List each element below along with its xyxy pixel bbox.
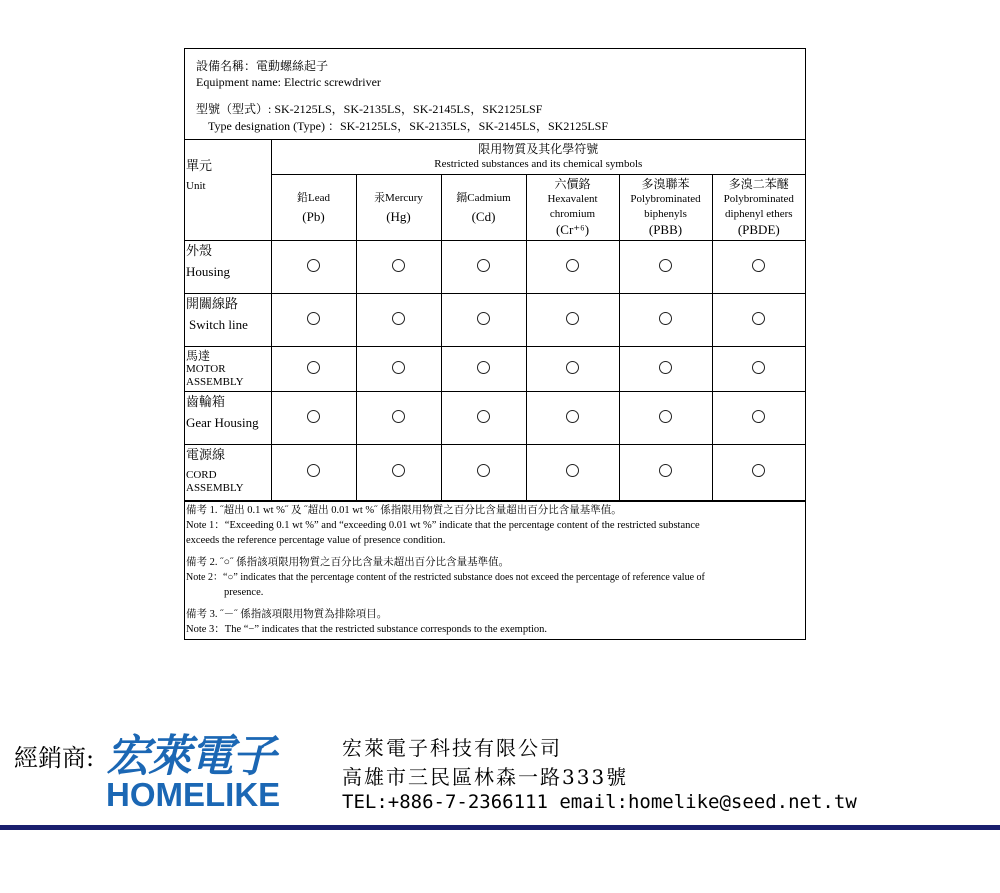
status-cell bbox=[619, 346, 712, 391]
status-cell bbox=[441, 240, 526, 293]
status-cell bbox=[271, 240, 356, 293]
status-cell bbox=[356, 391, 441, 444]
restricted-header-zh: 限用物質及其化學符號 bbox=[478, 141, 599, 156]
table-row bbox=[185, 444, 805, 500]
substance-hexavalent-chromium: 六價鉻 Hexavalent chromium (Cr⁺⁶) bbox=[526, 174, 619, 240]
substance-pbb: 多溴聯苯 Polybrominated biphenyls (PBB) bbox=[619, 174, 712, 240]
restricted-header-en: Restricted substances and its chemical symbols bbox=[434, 157, 643, 170]
status-cell bbox=[526, 240, 619, 293]
equipment-header bbox=[185, 49, 805, 140]
row-label-gear-housing: 齒輪箱 Gear Housing bbox=[185, 391, 271, 444]
unit-header-zh: 單元 bbox=[186, 157, 213, 173]
status-cell bbox=[712, 240, 805, 293]
unit-header bbox=[185, 140, 271, 240]
status-cell bbox=[619, 293, 712, 346]
status-cell bbox=[526, 444, 619, 500]
status-cell bbox=[356, 444, 441, 500]
status-cell bbox=[271, 293, 356, 346]
note-2-zh: 備考 2. ˝○˝ 係指該項限用物質之百分比含量未超出百分比含量基準值。 bbox=[186, 556, 510, 568]
restricted-substances-table bbox=[185, 140, 805, 501]
type-designation-en: Type designation (Type) ：SK-2125LS，SK-2135LS，SK-2145LS，SK2125LSF bbox=[208, 119, 608, 133]
rohs-declaration bbox=[184, 48, 806, 640]
status-cell bbox=[712, 346, 805, 391]
status-cell bbox=[441, 346, 526, 391]
status-cell bbox=[356, 346, 441, 391]
equipment-name-zh: 設備名稱：電動螺絲起子 bbox=[196, 59, 329, 73]
row-label-cord-assembly: 電源線 CORD ASSEMBLY bbox=[185, 444, 271, 500]
status-cell bbox=[356, 293, 441, 346]
status-cell bbox=[712, 391, 805, 444]
distributor-footer bbox=[0, 722, 1000, 832]
equipment-name-en: Equipment name: Electric screwdriver bbox=[196, 75, 381, 89]
substance-lead: 鉛Lead (Pb) bbox=[271, 174, 356, 240]
restricted-substances-header bbox=[271, 140, 805, 174]
company-name: 宏萊電子科技有限公司 bbox=[342, 736, 562, 760]
note-3-en: Note 3：The “−” indicates that the restricted substance corresponds to the exemption. bbox=[186, 623, 548, 635]
note-1-en-cont: exceeds the reference percentage value of presence condition. bbox=[186, 534, 446, 546]
row-label-motor-assembly: 馬達 MOTOR ASSEMBLY bbox=[185, 346, 271, 391]
status-cell bbox=[271, 444, 356, 500]
note-1-en: Note 1：“Exceeding 0.1 wt %” and “exceeding 0.01 wt %” indicate that the percentage content of the restricted substance bbox=[186, 519, 700, 531]
status-cell bbox=[526, 391, 619, 444]
company-contact: TEL:+886-7-2366111 email:homelike@seed.net.tw bbox=[342, 791, 857, 813]
row-label-switch-line: 開關線路 Switch line bbox=[185, 293, 271, 346]
table-row bbox=[185, 346, 805, 391]
status-cell bbox=[271, 346, 356, 391]
row-label-housing: 外殼 Housing bbox=[185, 240, 271, 293]
table-row bbox=[185, 240, 805, 293]
status-cell bbox=[526, 346, 619, 391]
status-cell bbox=[271, 391, 356, 444]
notes-section bbox=[185, 501, 805, 639]
substance-cadmium: 鎘Cadmium (Cd) bbox=[441, 174, 526, 240]
substance-header-row bbox=[185, 174, 805, 240]
status-cell bbox=[619, 240, 712, 293]
table-row bbox=[185, 391, 805, 444]
status-cell bbox=[712, 293, 805, 346]
company-logo-chinese: 宏萊電子 bbox=[106, 731, 274, 782]
status-cell bbox=[441, 391, 526, 444]
status-cell bbox=[619, 444, 712, 500]
note-1-zh: 備考 1. ˝超出 0.1 wt %˝ 及 ˝超出 0.01 wt %˝ 係指限用物質之百分比含量超出百分比含量基準值。 bbox=[186, 504, 622, 516]
note-3-zh: 備考 3. ˝－˝ 係指該項限用物質為排除項目。 bbox=[186, 608, 388, 620]
status-cell bbox=[441, 444, 526, 500]
company-address: 高雄市三民區林森一路333號 bbox=[342, 765, 629, 789]
status-cell bbox=[356, 240, 441, 293]
unit-header-en: Unit bbox=[186, 179, 206, 192]
status-cell bbox=[619, 391, 712, 444]
footer-divider bbox=[0, 825, 1000, 830]
status-cell bbox=[526, 293, 619, 346]
status-cell bbox=[712, 444, 805, 500]
status-cell bbox=[441, 293, 526, 346]
distributor-label: 經銷商: bbox=[14, 744, 95, 772]
note-2-en: Note 2：“○” indicates that the percentage content of the restricted substance does not exceed the percentage of reference value of bbox=[186, 571, 705, 583]
type-designation-zh: 型號（型式）: SK-2125LS，SK-2135LS，SK-2145LS，SK2125LSF bbox=[196, 102, 543, 116]
note-2-en-cont: presence. bbox=[224, 586, 264, 598]
substance-pbde: 多溴二苯醚 Polybrominated diphenyl ethers (PBDE) bbox=[712, 174, 805, 240]
company-logo-english: HOMELIKE bbox=[106, 776, 281, 813]
table-row bbox=[185, 293, 805, 346]
substance-mercury: 汞Mercury (Hg) bbox=[356, 174, 441, 240]
